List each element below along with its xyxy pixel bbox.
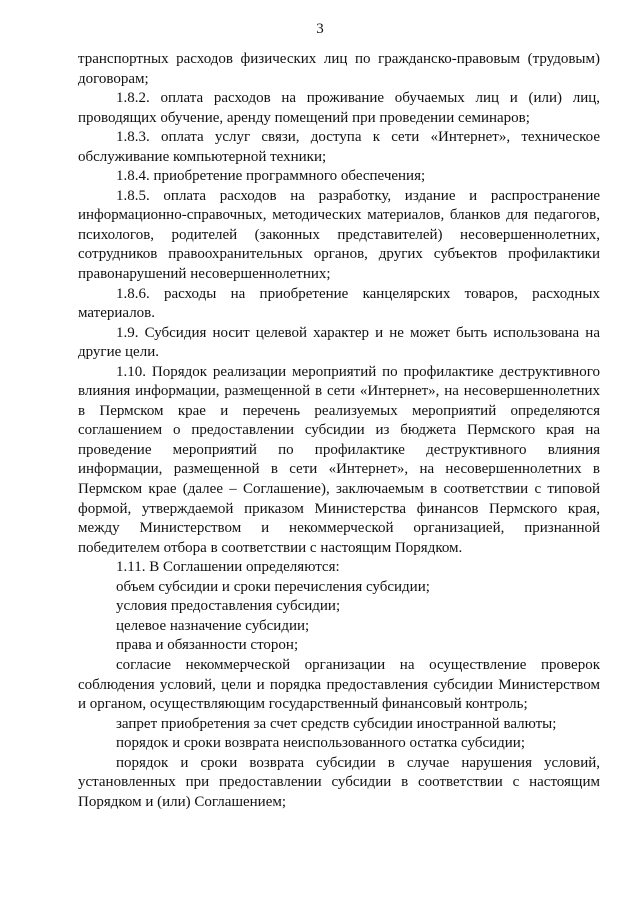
list-item: права и обязанности сторон;	[116, 637, 299, 654]
page-number: 3	[316, 21, 324, 37]
list-item: целевое назначение субсидии;	[116, 617, 310, 634]
paragraph: 1.9. Субсидия носит целевой характер и не может быть использована на другие цели.	[78, 324, 600, 361]
list-item: согласие некоммерческой организации на осуществление проверок соблюдения условий, цели и порядка предоставления субсидии Министерством и органом, осуществляющим государственный финансовый контроль;	[78, 656, 600, 713]
paragraph: 1.10. Порядок реализации мероприятий по профилактике деструктивного влияния информации, размещенной в сети «Интернет», на несовершеннолетних в Пермском крае и перечень реализуемых мероприятий определяются соглашением о предоставлении субсидии из бюджета Пермского края на проведение мероприятий по профилактике деструктивного влияния информации, размещенной в сети «Интернет», на несовершеннолетних в Пермском крае (далее – Соглашение), заключаемым в соответствии с типовой формой, утверждаемой приказом Министерства финансов Пермского края, между Министерством и некоммерческой организацией, признанной победителем отбора в соответствии с настоящим Порядком.	[78, 363, 600, 556]
list-item: порядок и сроки возврата неиспользованного остатка субсидии;	[116, 735, 525, 752]
paragraph: 1.8.4. приобретение программного обеспечения;	[116, 168, 426, 185]
paragraph: 1.8.5. оплата расходов на разработку, издание и распространение информационно-справочных, методических материалов, бланков для педагогов, психологов, родителей (законных представителей) несовершеннолетних, сотрудников правоохранительных органов, других субъектов профилактики правонарушений несовершеннолетних;	[78, 187, 600, 283]
list-item: условия предоставления субсидии;	[116, 598, 341, 615]
list-item: запрет приобретения за счет средств субсидии иностранной валюты;	[116, 715, 557, 732]
paragraph: 1.8.3. оплата услуг связи, доступа к сети «Интернет», техническое обслуживание компьютерной техники;	[78, 129, 600, 165]
paragraph: 1.8.6. расходы на приобретение канцелярских товаров, расходных материалов.	[78, 285, 600, 322]
paragraph: 1.11. В Соглашении определяются:	[116, 559, 340, 576]
document-body	[78, 50, 600, 812]
paragraph: 1.8.2. оплата расходов на проживание обучаемых лиц и (или) лиц, проводящих обучение, аренду помещений при проведении семинаров;	[78, 90, 600, 126]
list-item: объем субсидии и сроки перечисления субсидии;	[116, 578, 430, 595]
paragraph: транспортных расходов физических лиц по гражданско-правовым (трудовым) договорам;	[78, 51, 600, 87]
list-item: порядок и сроки возврата субсидии в случае нарушения условий, установленных при предоставлении субсидии в соответствии с настоящим Порядком и (или) Соглашением;	[78, 754, 600, 810]
